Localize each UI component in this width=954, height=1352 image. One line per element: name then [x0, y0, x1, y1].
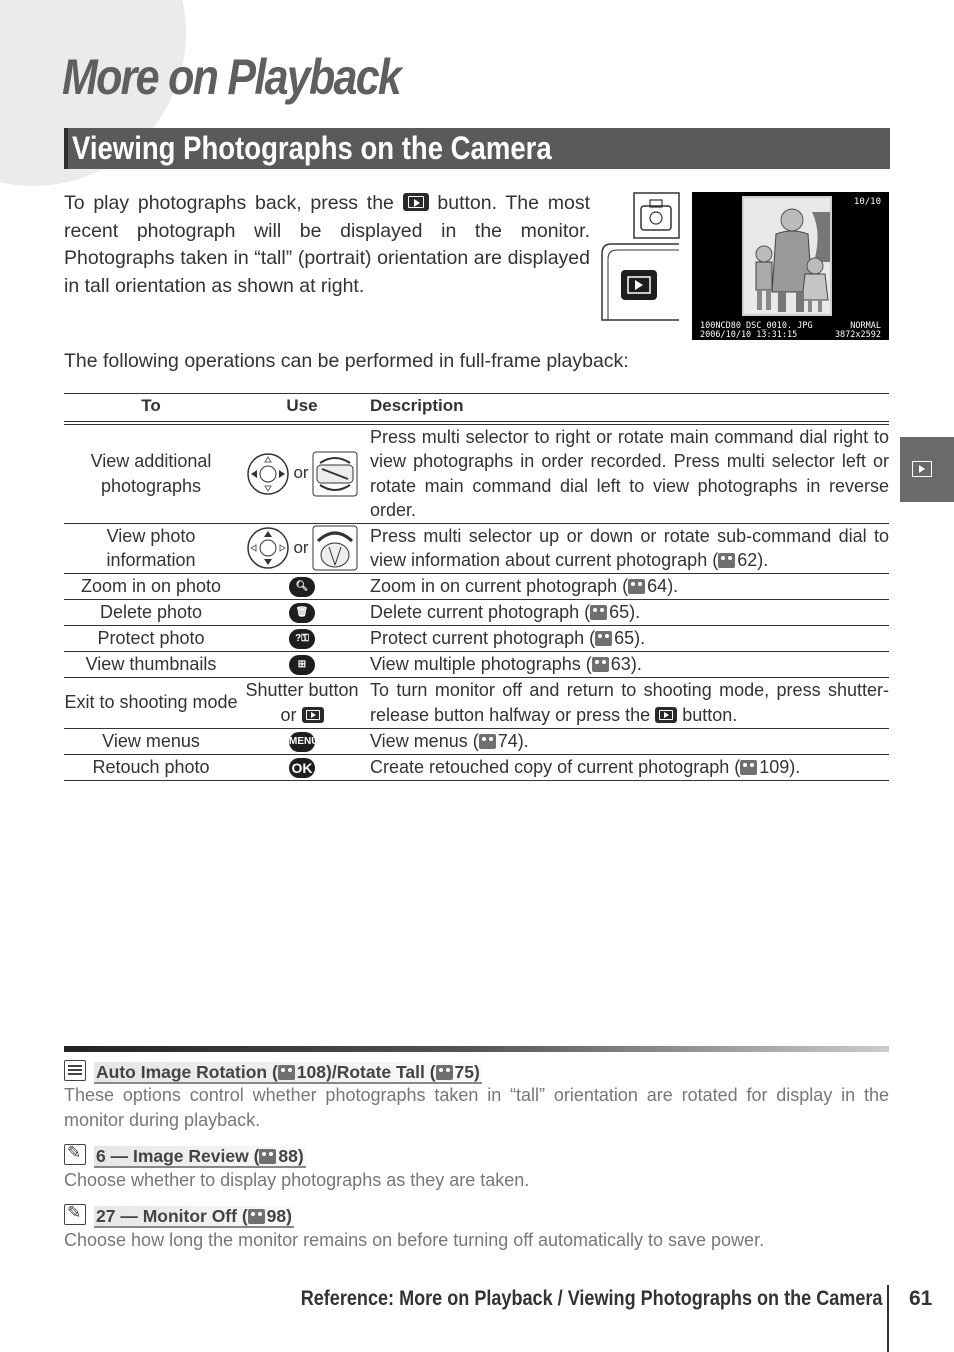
table-row: [64, 625, 889, 651]
reference-icon: [248, 1209, 265, 1224]
note-title: 6 — Image Review (: [96, 1146, 260, 1166]
table-header-row: [64, 394, 889, 423]
note-body: Choose how long the monitor remains on before turning off automatically to save power.: [64, 1230, 765, 1250]
note-heading: [64, 1204, 294, 1227]
row-description: [366, 599, 889, 625]
table-row: [64, 651, 889, 677]
row-description: [366, 651, 889, 677]
desc-end: ).: [757, 550, 769, 570]
ok-button-icon: OK: [289, 758, 315, 778]
playback-screen-image: [692, 192, 889, 340]
row-description: [366, 625, 889, 651]
page-ref[interactable]: 65: [614, 627, 635, 648]
table-row: [64, 423, 889, 524]
pencil-icon: [64, 1204, 86, 1225]
table-row: [64, 728, 889, 754]
row-to: Zoom in on photo: [64, 573, 238, 599]
desc-end: button.: [677, 704, 738, 725]
date-time: 2006/10/10 13:31:15: [700, 330, 798, 340]
reference-icon: [740, 760, 757, 775]
desc-text: Zoom in on current photograph (: [370, 575, 629, 596]
reference-icon: [718, 553, 735, 568]
table-row: [64, 523, 889, 573]
footer-divider: [887, 1285, 889, 1352]
row-to: View photo information: [64, 523, 238, 573]
header-use: Use: [238, 394, 366, 423]
note-title: 27 — Monitor Off (: [96, 1206, 248, 1226]
row-to: View thumbnails: [64, 651, 238, 677]
playback-button-icon: [655, 707, 677, 723]
desc-text: Press multi selector up or down or rotate sub-command dial to view information about current photograph (: [370, 525, 889, 570]
intro-text-start: To play photographs back, press the: [64, 192, 394, 214]
section-header-bar: [64, 128, 890, 169]
row-use: [238, 728, 366, 754]
footer-breadcrumb: Reference: More on Playback / Viewing Photographs on the Camera: [300, 1287, 882, 1310]
multi-selector-left-right-icon: [246, 452, 290, 496]
thumbnail-button-icon: ⊞: [289, 655, 315, 675]
page-ref[interactable]: 109: [759, 756, 790, 777]
reference-icon: [479, 734, 496, 749]
intro-text-end: button. The most recent photograph will be displayed in the monitor. Photographs taken in “tall” (portrait) orientation are displayed in tall orientation as shown at right.: [64, 192, 590, 297]
pencil-icon: [64, 1144, 86, 1165]
playback-chapter-tab[interactable]: [900, 437, 954, 502]
desc-end: ).: [517, 730, 529, 751]
desc-text: View multiple photographs (: [370, 653, 592, 674]
protect-key-icon: ?⚿: [289, 629, 315, 649]
desc-text: To turn monitor off and return to shooting mode, press shutter-release button halfway or press the: [370, 680, 889, 725]
row-use: [238, 625, 366, 651]
reference-icon: [259, 1149, 276, 1164]
playback-operations-table: [64, 393, 889, 781]
row-description: [366, 573, 889, 599]
row-description: [366, 523, 889, 573]
row-description: [366, 677, 889, 728]
row-description: [366, 754, 889, 780]
note-heading: [64, 1144, 306, 1167]
row-use: [238, 573, 366, 599]
image-quality: NORMAL: [850, 321, 881, 331]
header-to: To: [64, 394, 238, 423]
or-text: or: [293, 463, 309, 483]
operations-intro: The following operations can be performed in full-frame playback:: [64, 350, 629, 372]
desc-end: ).: [634, 627, 646, 648]
row-use: [238, 754, 366, 780]
row-to: View menus: [64, 728, 238, 754]
zoom-in-button-icon: 🔍︎: [289, 577, 315, 597]
desc-text: Create retouched copy of current photograph (: [370, 756, 741, 777]
notes-divider: [64, 1046, 889, 1052]
row-to: Delete photo: [64, 599, 238, 625]
section-title: Viewing Photographs on the Camera: [72, 130, 552, 166]
reference-icon: [278, 1065, 295, 1080]
reference-icon: [590, 605, 607, 620]
note-body: These options control whether photographs taken in “tall” orientation are rotated for display in the monitor during playback.: [64, 1085, 889, 1130]
desc-end: ).: [630, 653, 642, 674]
reference-icon: [436, 1065, 453, 1080]
table-row: [64, 573, 889, 599]
image-size: 3872x2592: [834, 330, 881, 340]
row-description: [366, 728, 889, 754]
row-use: [238, 523, 366, 573]
note-title: )/Rotate Tall (: [326, 1062, 436, 1082]
or-text: or: [293, 537, 309, 557]
main-command-dial-icon: [312, 451, 358, 497]
note-title-end: ): [474, 1062, 480, 1082]
page-ref[interactable]: 75: [454, 1062, 475, 1082]
note-title: Auto Image Rotation (: [96, 1062, 278, 1082]
row-use: [238, 651, 366, 677]
desc-end: ).: [789, 756, 801, 777]
playback-button-icon: [302, 707, 324, 723]
table-row: [64, 754, 889, 780]
row-to: Protect photo: [64, 625, 238, 651]
header-description: Description: [366, 394, 889, 423]
folder-file-name: 100NCD80 DSC_0010. JPG: [700, 321, 813, 331]
row-to: Retouch photo: [64, 754, 238, 780]
page-ref[interactable]: 65: [609, 601, 630, 622]
menu-button-icon: MENU: [289, 732, 315, 752]
note-heading: [64, 1060, 482, 1083]
desc-text: Delete current photograph (: [370, 601, 591, 622]
row-use: [238, 423, 366, 524]
delete-button-icon: 🗑︎: [289, 603, 315, 623]
page-ref[interactable]: 74: [497, 730, 518, 751]
page-ref[interactable]: 88: [278, 1146, 298, 1166]
chapter-title: More on Playback: [62, 49, 401, 105]
camera-playback-button-illustration: [601, 192, 681, 322]
note-title-end: ): [286, 1206, 292, 1226]
multi-selector-up-down-icon: [246, 526, 290, 570]
table-row: [64, 677, 889, 728]
desc-end: ).: [629, 601, 641, 622]
desc-end: ).: [667, 575, 679, 596]
use-text: Shutter button: [245, 680, 359, 700]
frame-counter: 10/10: [853, 197, 881, 207]
page-ref[interactable]: 98: [266, 1206, 287, 1226]
reference-icon: [592, 657, 609, 672]
reference-icon: [628, 579, 645, 594]
row-to: Exit to shooting mode: [64, 677, 238, 728]
row-to: View additional photographs: [64, 423, 238, 524]
note-title-end: ): [297, 1146, 304, 1166]
page-ref[interactable]: 108: [296, 1062, 326, 1082]
note-body: Choose whether to display photographs as they are taken.: [64, 1170, 530, 1190]
list-icon: [64, 1060, 86, 1081]
row-description: Press multi selector to right or rotate main command dial right to view photographs in order recorded. Press multi selector left or rotate main command dial left to view photographs in reverse order.: [366, 423, 889, 524]
sub-command-dial-icon: [312, 525, 358, 571]
reference-icon: [595, 631, 612, 646]
desc-text: Protect current photograph (: [370, 627, 596, 648]
playback-button-icon: [403, 193, 429, 211]
desc-text: View menus (: [370, 730, 479, 751]
page-ref[interactable]: 62: [737, 550, 758, 570]
or-text: or: [280, 704, 297, 725]
page-ref[interactable]: 64: [647, 575, 668, 596]
row-use: [238, 599, 366, 625]
intro-paragraph: [64, 190, 590, 300]
table-row: [64, 599, 889, 625]
page-ref[interactable]: 63: [610, 653, 631, 674]
playback-icon: [912, 461, 932, 477]
page-number: 61: [909, 1287, 933, 1310]
row-use: [238, 677, 366, 728]
